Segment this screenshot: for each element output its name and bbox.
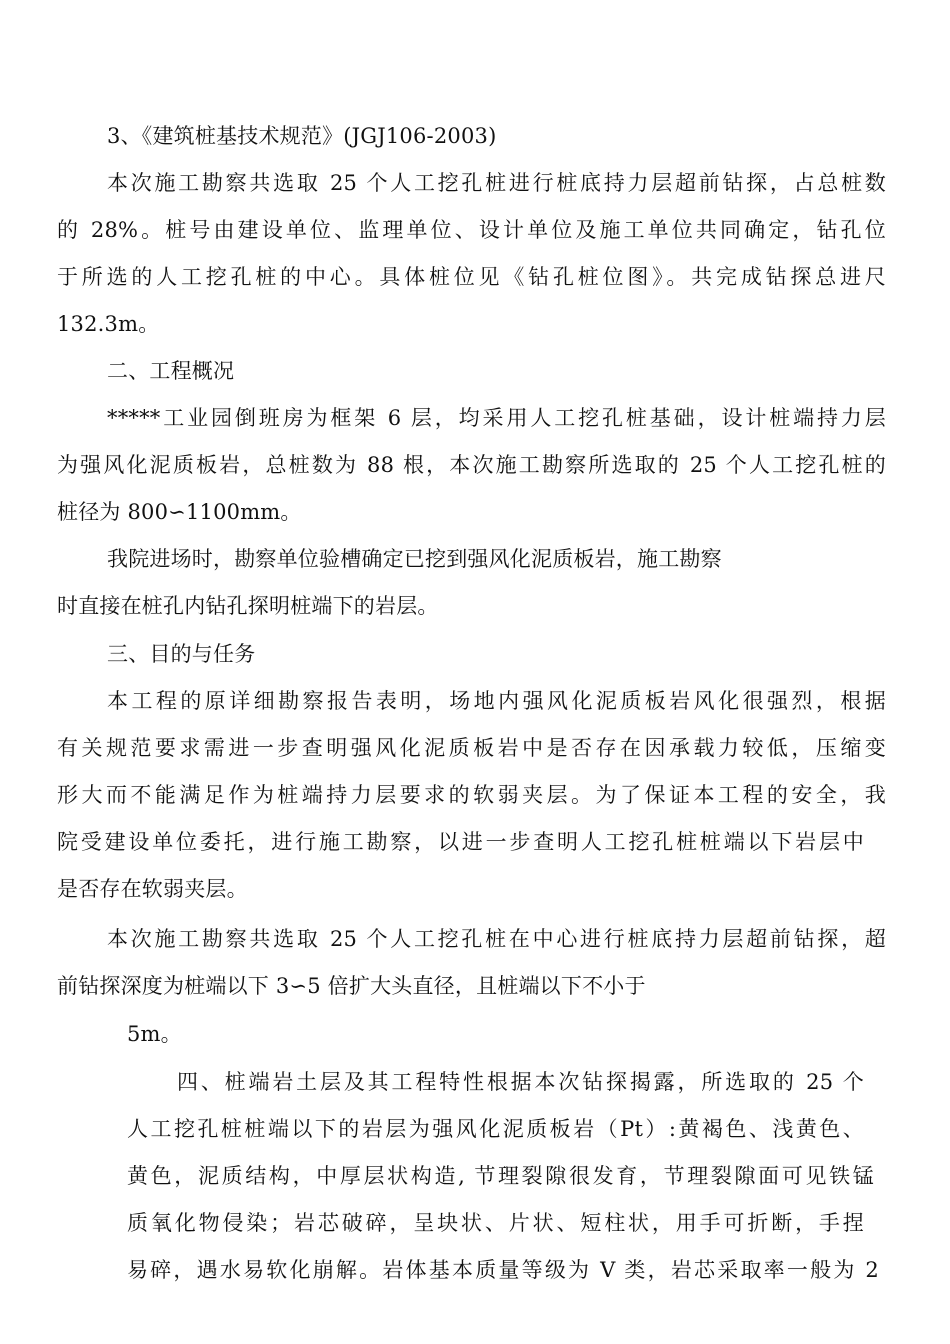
paragraph-line: 时直接在桩孔内钻孔探明桩端下的岩层。 <box>57 594 439 618</box>
paragraph-line: 5m。 <box>127 1022 182 1046</box>
paragraph-line: 132.3m。 <box>57 312 160 336</box>
paragraph-line: 质氧化物侵染；岩芯破碎，呈块状、片状、短柱状，用手可折断，手捏 <box>127 1211 864 1235</box>
section-heading-4: 四、桩端岩土层及其工程特性根据本次钻探揭露，所选取的 25 个 <box>177 1070 864 1094</box>
paragraph-line: *****工业园倒班房为框架 6 层，均采用人工挖孔桩基础，设计桩端持力层 <box>107 406 886 430</box>
paragraph-line: 我院进场时，勘察单位验槽确定已挖到强风化泥质板岩，施工勘察 <box>107 547 722 571</box>
paragraph-line: 的 28%。桩号由建设单位、监理单位、设计单位及施工单位共同确定，钻孔位 <box>57 218 886 242</box>
section-heading-3: 三、目的与任务 <box>107 642 256 666</box>
paragraph-line: 于所选的人工挖孔桩的中心。具体桩位见《钻孔桩位图》。共完成钻探总进尺 <box>57 265 886 289</box>
paragraph-line: 本工程的原详细勘察报告表明，场地内强风化泥质板岩风化很强烈，根据 <box>107 689 886 713</box>
section-heading-2: 二、工程概况 <box>107 359 235 383</box>
paragraph-line: 有关规范要求需进一步查明强风化泥质板岩中是否存在因承载力较低，压缩变 <box>57 736 886 760</box>
paragraph-line: 易碎，遇水易软化崩解。岩体基本质量等级为 V 类，岩芯采取率一般为 2 <box>127 1258 879 1282</box>
paragraph-line: 本次施工勘察共选取 25 个人工挖孔桩在中心进行桩底持力层超前钻探，超 <box>107 927 886 951</box>
paragraph-line: 人工挖孔桩桩端以下的岩层为强风化泥质板岩（Pt）:黄褐色、浅黄色、 <box>127 1117 864 1141</box>
paragraph-line: 形大而不能满足作为桩端持力层要求的软弱夹层。为了保证本工程的安全，我 <box>57 783 886 807</box>
paragraph-line: 为强风化泥质板岩，总桩数为 88 根，本次施工勘察所选取的 25 个人工挖孔桩的 <box>57 453 886 477</box>
reference-item-3: 3、《建筑桩基技术规范》(JGJ106-2003) <box>107 124 497 148</box>
paragraph-line: 是否存在软弱夹层。 <box>57 877 248 901</box>
paragraph-line: 院受建设单位委托，进行施工勘察，以进一步查明人工挖孔桩桩端以下岩层中 <box>57 830 864 854</box>
paragraph-line: 桩径为 800∽1100mm。 <box>57 500 302 524</box>
paragraph-line: 本次施工勘察共选取 25 个人工挖孔桩进行桩底持力层超前钻探，占总桩数 <box>107 171 886 195</box>
paragraph-line: 黄色，泥质结构，中厚层状构造, 节理裂隙很发育，节理裂隙面可见铁锰 <box>127 1164 874 1188</box>
paragraph-line: 前钻探深度为桩端以下 3∽5 倍扩大头直径，且桩端以下不小于 <box>57 974 646 998</box>
